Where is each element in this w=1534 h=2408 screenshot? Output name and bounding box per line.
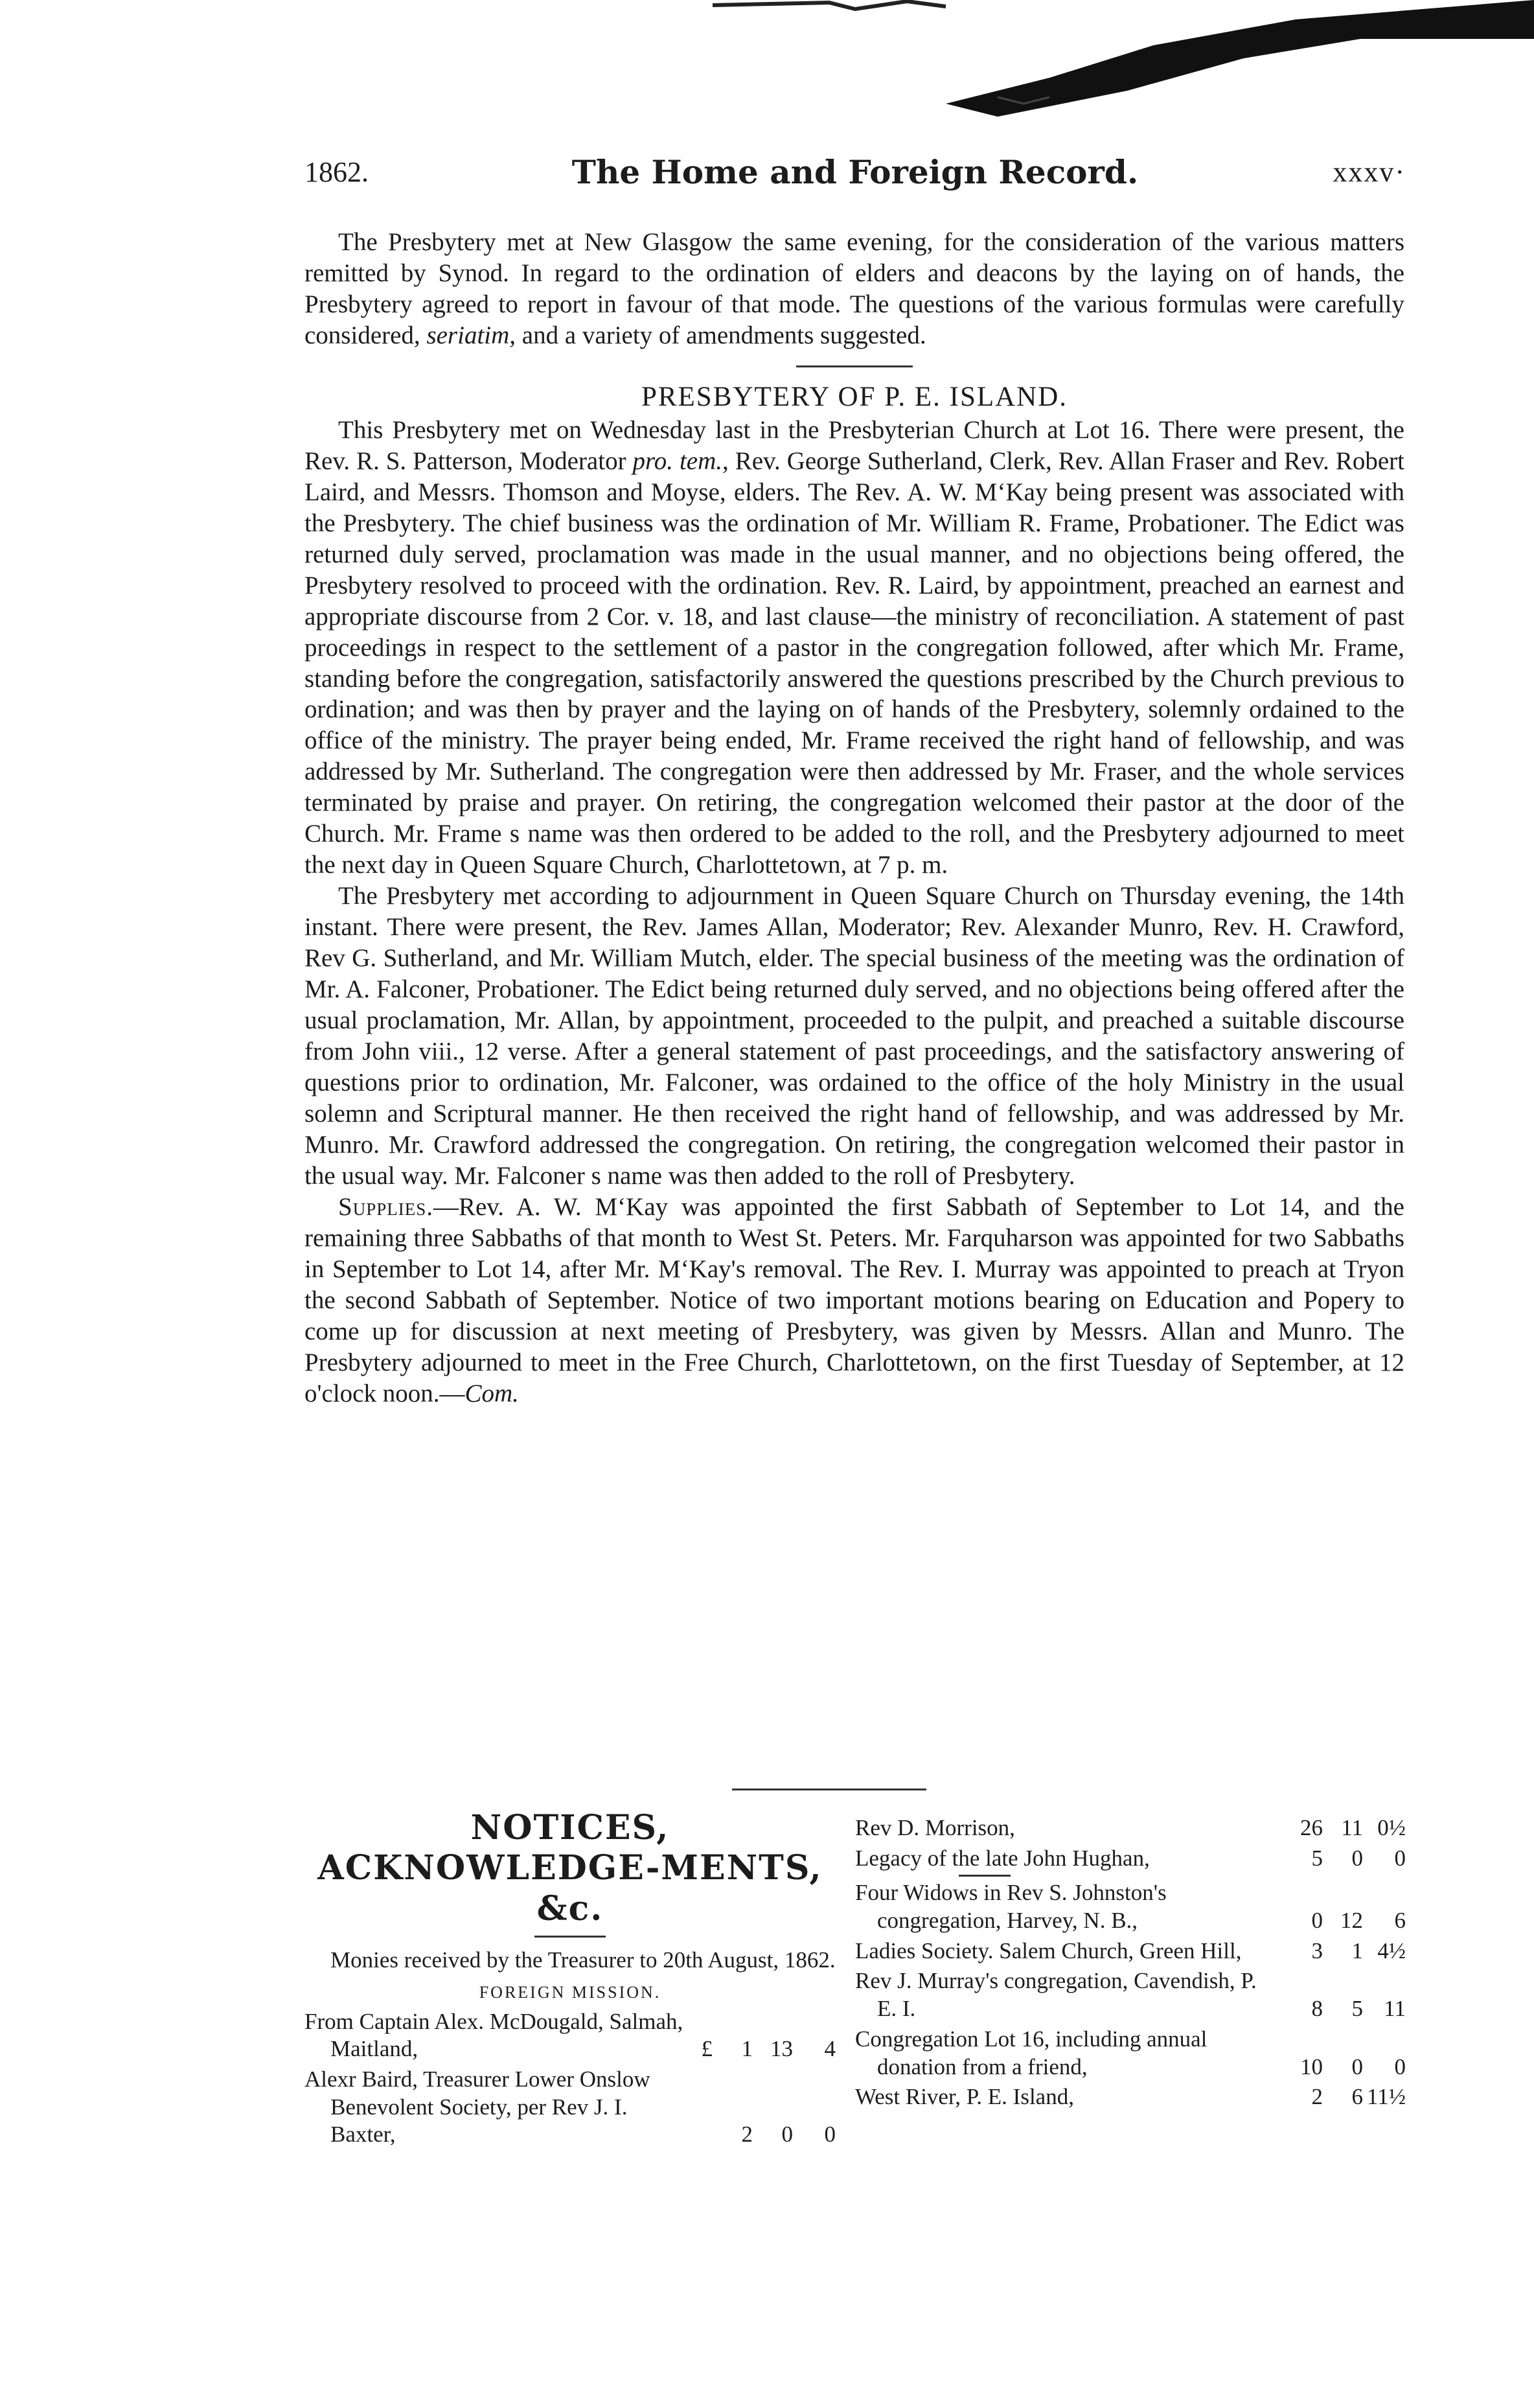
- p1-text-a: This Presbytery met on Wednesday last in the Presbyterian Church at Lot 16. There were present, the Rev. R. S. Patterson, Moderator: [304, 415, 1404, 475]
- entry-pence: 0: [1394, 2054, 1406, 2079]
- entry-shillings: 5: [1351, 1996, 1363, 2022]
- section-heading: PRESBYTERY OF P. E. ISLAND.: [641, 381, 1068, 412]
- notices-left-column: [304, 1808, 836, 2151]
- list-item: [304, 2008, 836, 2063]
- foreign-mission-heading: FOREIGN MISSION.: [479, 1982, 661, 2002]
- entry-pence: 11½: [1367, 2084, 1406, 2110]
- entry-pounds: 26: [1300, 1815, 1323, 1840]
- p3-text: —Rev. A. W. M‘Kay was appointed the first Sabbath of September to Lot 14, and the remaining three Sabbaths of that month to West St. Peters. Mr. Farquharson was appointed for two Sabbaths in September to Lot 14, after Mr. M‘Kay's removal. The Rev. I. Murray was appointed to preach at Tryon the second Sabbath of September. Notice of two important motions bearing on Education and Popery to come up for discussion at next meeting of Presbytery, was given by Messrs. Allan and Munro. The Presbytery adjourned to meet in the Free Church, Charlottetown, on the first Tuesday of September, at 12 o'clock noon.—: [304, 1192, 1404, 1407]
- paragraph-queen-square: The Presbytery met according to adjournment in Queen Square Church on Thursday evening, the 14th instant. There were present, the Rev. James Allan, Moderator; Rev. Alexander Munro, Rev. H. Crawford, Rev G. Sutherland, and Mr. William Mutch, elder. The special business of the meeting was the ordination of Mr. A. Falconer, Probationer. The Edict being returned duly served, and no objections being offered after the usual proclamation, Mr. Allan, by appointment, proceeded to the pulpit, and preached a suitable discourse from John viii., 12 verse. After a general statement of past proceedings, and the satisfactory answering of questions prior to ordination, Mr. Falconer, was ordained to the office of the holy Ministry in the usual solemn and Scriptural manner. He then received the right hand of fellowship, and was addressed by Mr. Munro. Mr. Crawford addressed the congregation. On retiring, the congregation welcomed their pastor in the usual way. Mr. Falconer s name was then added to the roll of Presbytery.: [304, 882, 1404, 1190]
- entry-shillings: 0: [1351, 1845, 1363, 1871]
- page-number: xxxv·: [1333, 156, 1406, 188]
- notices-divider: [732, 1789, 926, 1790]
- list-item: [855, 2083, 1406, 2111]
- entry-desc: Alexr Baird, Treasurer Lower Onslow Benevolent Society, per Rev J. I. Baxter,: [304, 2066, 650, 2148]
- header-year: 1862.: [304, 156, 369, 188]
- intro-end: and a variety of amendments suggested.: [516, 321, 926, 349]
- p1-text-b: , Rev. George Sutherland, Clerk, Rev. Allan Fraser and Rev. Robert Laird, and Messrs. Thomson and Moyse, elders. The Rev. A. W. M‘Kay being present was associated with the Presbytery. The chief business was the ordination of Mr. William R. Frame, Probationer. The Edict was returned duly served, proclamation was made in the usual manner, and no objections being offered, the Presbytery resolved to proceed with the ordination. Rev. R. Laird, by appointment, preached an earnest and appropriate discourse from 2 Cor. v. 18, and last clause—the ministry of reconciliation. A statement of past proceedings in respect to the settlement of a pastor in the congregation followed, after which Mr. Frame, standing before the congregation, satisfactorily answered the questions prescribed by the Church previous to ordination; and was then by prayer and the laying on of hands of the Presbytery, solemnly ordained to the office of the ministry. The prayer being ended, Mr. Frame received the right hand of fellowship, and was addressed by Mr. Sutherland. The congregation were then addressed by Mr. Fraser, and the whole services terminated by praise and prayer. On retiring, the congregation welcomed their pastor at the door of the Church. Mr. Frame s name was then ordered to be added to the roll, and the Presbytery adjourned to meet the next day in Queen Square Church, Charlottetown, at 7 p. m.: [304, 446, 1404, 879]
- entry-desc: West River, P. E. Island,: [855, 2084, 1074, 2110]
- intro-italic: seriatim,: [426, 321, 516, 349]
- notices-right-column: [855, 1814, 1406, 2114]
- entry-pounds: 8: [1311, 1996, 1323, 2022]
- main-text: [304, 227, 1404, 1409]
- entry-shillings: 6: [1351, 2084, 1363, 2110]
- list-item: [855, 1879, 1406, 1934]
- intro-paragraph: [304, 227, 1404, 351]
- header-title: The Home and Foreign Record.: [571, 153, 1139, 191]
- entry-pence: 11: [1384, 1996, 1406, 2022]
- entry-pounds: 1: [741, 2036, 753, 2062]
- section-divider: [796, 365, 913, 367]
- entry-shillings: 0: [1351, 2054, 1363, 2079]
- entry-pounds: 5: [1311, 1845, 1323, 1871]
- entry-pounds: 0: [1311, 1908, 1323, 1934]
- p1-italic: pro. tem.: [632, 446, 723, 475]
- supplies-label: Supplies.: [338, 1192, 433, 1221]
- entry-rule: [959, 1875, 1011, 1877]
- paragraph-supplies: [304, 1192, 1404, 1409]
- entry-pence: 6: [1394, 1908, 1406, 1934]
- p3-italic: Com.: [464, 1379, 519, 1407]
- entry-pounds: 2: [741, 2122, 753, 2148]
- intro-text: The Presbytery met at New Glasgow the same evening, for the consideration of the various matters remitted by Synod. In regard to the ordination of elders and deacons by the laying on of hands, the Presbytery agreed to report in favour of that mode. The questions of the various formulas were carefully considered,: [304, 228, 1404, 349]
- list-item: [855, 1938, 1406, 1965]
- scan-artifact: [713, 0, 1534, 130]
- entry-pence: 0½: [1377, 1815, 1406, 1840]
- entry-shillings: 11: [1341, 1815, 1363, 1840]
- entry-pence: 4: [824, 2036, 836, 2062]
- entry-currency: £: [701, 2036, 713, 2062]
- list-item: [855, 1845, 1406, 1873]
- entry-shillings: 0: [781, 2122, 793, 2148]
- entry-desc: Ladies Society. Salem Church, Green Hill,: [855, 1938, 1242, 1963]
- running-header: [304, 153, 1406, 207]
- list-item: [855, 2026, 1406, 2081]
- entry-shillings: 12: [1340, 1908, 1363, 1934]
- paragraph-lot16: [304, 415, 1404, 881]
- entry-pence: 4½: [1377, 1938, 1406, 1963]
- notices-title: NOTICES, ACKNOWLEDGE-MENTS, &c.: [317, 1808, 823, 1928]
- entry-desc: Rev J. Murray's congregation, Cavendish, P. E. I.: [855, 1968, 1257, 2022]
- list-item: [855, 1814, 1406, 1842]
- entry-desc: Rev D. Morrison,: [855, 1815, 1015, 1840]
- entry-shillings: 1: [1351, 1938, 1363, 1963]
- entry-desc: Congregation Lot 16, including annual donation from a friend,: [855, 2026, 1208, 2079]
- entry-desc: From Captain Alex. McDougald, Salmah, Maitland,: [304, 2008, 683, 2062]
- entry-shillings: 13: [770, 2036, 793, 2062]
- list-item: [855, 1967, 1406, 2022]
- entry-desc: Four Widows in Rev S. Johnston's congregation, Harvey, N. B.,: [855, 1880, 1167, 1934]
- notices-rule: [534, 1936, 606, 1938]
- entry-pence: 0: [824, 2122, 836, 2148]
- entry-currency: [693, 2121, 713, 2149]
- entry-pounds: 2: [1311, 2084, 1323, 2110]
- entry-desc: Legacy of the late John Hughan,: [855, 1845, 1150, 1871]
- list-item: [304, 2066, 836, 2149]
- entry-pounds: 3: [1311, 1938, 1323, 1963]
- entry-pence: 0: [1394, 1845, 1406, 1871]
- entry-pounds: 10: [1300, 2054, 1323, 2079]
- notices-intro: Monies received by the Treasurer to 20th August, 1862.: [330, 1947, 836, 1973]
